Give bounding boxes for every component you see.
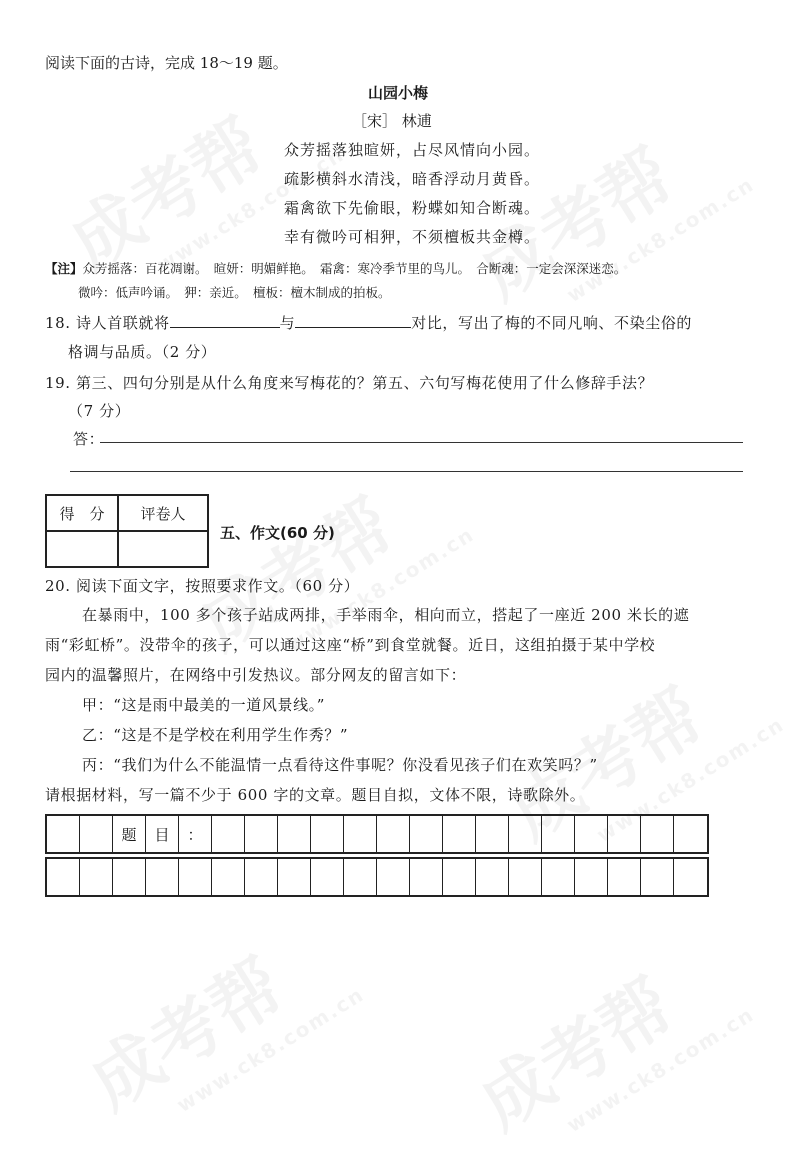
grid-cell[interactable] bbox=[476, 816, 509, 852]
question-19-points: （7 分） bbox=[68, 402, 131, 420]
grid-cell[interactable] bbox=[377, 859, 410, 895]
material-paragraph: 在暴雨中，100 多个孩子站成两排，手举雨伞，相向而立，搭起了一座近 200 米长的遮 bbox=[82, 606, 690, 624]
grid-cell[interactable] bbox=[443, 816, 476, 852]
grid-cell[interactable] bbox=[212, 859, 245, 895]
grid-cell[interactable] bbox=[278, 859, 311, 895]
poem-line: 霜禽欲下先偷眼，粉蝶如知合断魂。 bbox=[284, 199, 541, 217]
grid-cell[interactable] bbox=[344, 816, 377, 852]
grid-cell[interactable] bbox=[608, 816, 641, 852]
watermark bbox=[68, 896, 369, 1149]
grid-cell[interactable] bbox=[80, 859, 113, 895]
grid-cell[interactable] bbox=[443, 859, 476, 895]
answer-line[interactable] bbox=[100, 442, 743, 443]
grid-cell[interactable] bbox=[674, 859, 707, 895]
question-18-line2: 格调与品质。（2 分） bbox=[68, 343, 217, 361]
notes-label: 【注】 bbox=[45, 261, 83, 276]
grid-cell-colon: ： bbox=[179, 816, 212, 852]
answer-line[interactable] bbox=[70, 471, 743, 472]
grid-cell[interactable] bbox=[476, 859, 509, 895]
poem-line: 疏影横斜水清浅，暗香浮动月黄昏。 bbox=[284, 170, 541, 188]
grid-cell[interactable] bbox=[674, 816, 707, 852]
grid-cell[interactable] bbox=[179, 859, 212, 895]
score-header: 得 分 bbox=[46, 495, 118, 531]
grid-cell[interactable] bbox=[344, 859, 377, 895]
poem-author: ［宋］ 林逋 bbox=[352, 112, 432, 130]
grid-cell[interactable] bbox=[212, 816, 245, 852]
grid-cell[interactable] bbox=[311, 859, 344, 895]
grid-cell[interactable] bbox=[410, 859, 443, 895]
grid-cell[interactable] bbox=[47, 859, 80, 895]
grid-cell[interactable] bbox=[278, 816, 311, 852]
grid-cell[interactable] bbox=[509, 859, 542, 895]
grid-cell[interactable] bbox=[245, 816, 278, 852]
poem-line: 幸有微吟可相狎，不须檀板共金樽。 bbox=[284, 228, 541, 246]
poem-notes-line2: 微吟：低声吟诵。 狎：亲近。 檀板：檀木制成的拍板。 bbox=[78, 285, 391, 300]
grid-cell[interactable] bbox=[575, 859, 608, 895]
grid-cell[interactable] bbox=[542, 816, 575, 852]
poem-line: 众芳摇落独暄妍，占尽风情向小园。 bbox=[284, 141, 541, 159]
grid-cell[interactable] bbox=[410, 816, 443, 852]
grid-cell[interactable] bbox=[575, 816, 608, 852]
question-18: 18. 诗人首联就将 与 对比，写出了梅的不同凡响、不染尘俗的 bbox=[45, 314, 693, 332]
material-paragraph: 雨“彩虹桥”。没带伞的孩子，可以通过这座“桥”到食堂就餐。近日，这组拍摄于某中学校 bbox=[45, 636, 656, 654]
comment-a: 甲：“这是雨中最美的一道风景线。” bbox=[82, 696, 326, 714]
grid-cell[interactable] bbox=[311, 816, 344, 852]
comment-c: 丙：“我们为什么不能温情一点看待这件事呢？你没看见孩子们在欢笑吗？” bbox=[82, 756, 598, 774]
comment-b: 乙：“这是不是学校在利用学生作秀？” bbox=[82, 726, 349, 744]
score-cell[interactable] bbox=[46, 531, 118, 567]
grader-cell[interactable] bbox=[118, 531, 208, 567]
answer-blank[interactable] bbox=[170, 313, 280, 328]
grid-cell[interactable] bbox=[245, 859, 278, 895]
score-box bbox=[45, 494, 209, 568]
grid-cell[interactable] bbox=[113, 859, 146, 895]
grader-header: 评卷人 bbox=[118, 495, 208, 531]
grid-cell[interactable] bbox=[608, 859, 641, 895]
poem-title: 山园小梅 bbox=[368, 84, 429, 102]
grid-cell[interactable] bbox=[542, 859, 575, 895]
grid-cell-title-char: 题 bbox=[113, 816, 146, 852]
grid-cell[interactable] bbox=[80, 816, 113, 852]
grid-cell[interactable] bbox=[47, 816, 80, 852]
writing-requirement: 请根据材料，写一篇不少于 600 字的文章。题目自拟，文体不限，诗歌除外。 bbox=[45, 786, 586, 804]
writing-grid-row bbox=[45, 857, 709, 897]
answer-blank[interactable] bbox=[295, 313, 411, 328]
grid-cell[interactable] bbox=[641, 816, 674, 852]
reading-instructions: 阅读下面的古诗，完成 18～19 题。 bbox=[45, 54, 288, 72]
grid-cell[interactable] bbox=[146, 859, 179, 895]
grid-cell[interactable] bbox=[509, 816, 542, 852]
title-grid bbox=[45, 814, 709, 854]
answer-label: 答： bbox=[73, 430, 105, 448]
question-20: 20. 阅读下面文字，按照要求作文。（60 分） bbox=[45, 577, 360, 595]
material-paragraph: 园内的温馨照片，在网络中引发热议。部分网友的留言如下： bbox=[45, 666, 467, 684]
grid-cell[interactable] bbox=[377, 816, 410, 852]
grid-cell-title-char: 目 bbox=[146, 816, 179, 852]
question-19: 19. 第三、四句分别是从什么角度来写梅花的？第五、六句写梅花使用了什么修辞手法？ bbox=[45, 374, 654, 392]
watermark bbox=[458, 916, 759, 1169]
poem-notes-line1: 【注】众芳摇落：百花凋谢。 暄妍：明媚鲜艳。 霜禽：寒冷季节里的鸟儿。 合断魂：一定会深深迷恋。 bbox=[45, 261, 627, 276]
grid-cell[interactable] bbox=[641, 859, 674, 895]
section-heading: 五、作文(60 分) bbox=[220, 524, 335, 542]
